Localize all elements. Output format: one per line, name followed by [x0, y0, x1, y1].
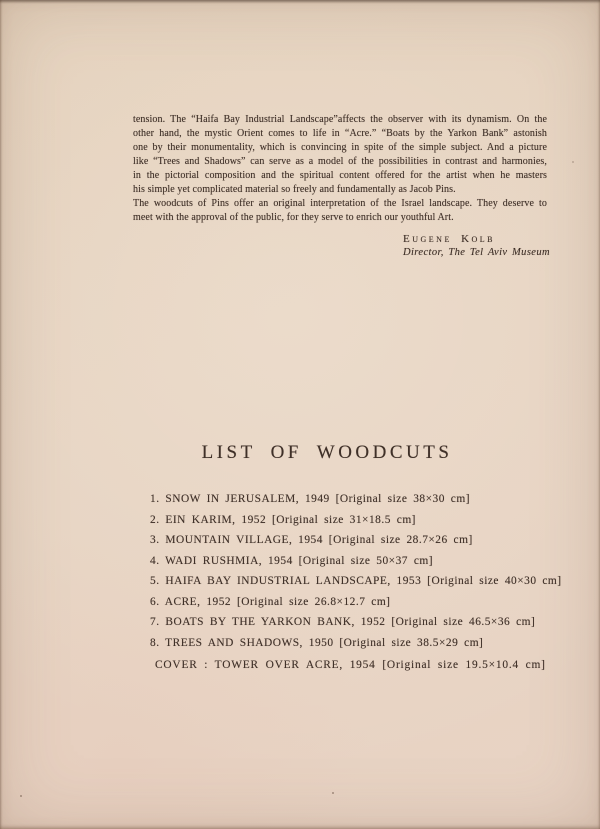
intro-line: like “Trees and Shadows” can serve as a model of the possibilities in contrast and harmonies,	[133, 156, 547, 167]
woodcut-list-item: 7. BOATS BY THE YARKON BANK, 1952 [Original size 46.5×36 cm]	[150, 616, 536, 628]
cover-entry: COVER : TOWER OVER ACRE, 1954 [Original size 19.5×10.4 cm]	[155, 659, 546, 671]
intro-text-block	[133, 113, 547, 225]
woodcut-list-item: 4. WADI RUSHMIA, 1954 [Original size 50×37 cm]	[150, 554, 434, 567]
woodcut-list-item: 6. ACRE, 1952 [Original size 26.8×12.7 cm]	[150, 595, 391, 608]
woodcut-list-item: 1. SNOW IN JERUSALEM, 1949 [Original size 38×30 cm]	[150, 493, 470, 505]
paper-speck	[20, 795, 22, 797]
signature-name: Eugene Kolb	[403, 233, 496, 245]
paper-speck	[572, 161, 574, 163]
paper-speck	[332, 792, 334, 794]
intro-line: one by their monumentality, which is convincing in spite of the simple subject. And a picture	[133, 142, 547, 153]
signature-title: Director, The Tel Aviv Museum	[403, 247, 550, 258]
intro-line: in the pictorial composition and the spiritual content offered for the artist when he masters	[133, 170, 547, 181]
woodcut-list-item: 2. EIN KARIM, 1952 [Original size 31×18.5 cm]	[150, 513, 416, 526]
woodcut-list-item: 5. HAIFA BAY INDUSTRIAL LANDSCAPE, 1953 [Original size 40×30 cm]	[150, 575, 562, 587]
intro-line: The woodcuts of Pins offer an original interpretation of the Israel landscape. They deserve to	[133, 198, 547, 209]
woodcut-list-item: 8. TREES AND SHADOWS, 1950 [Original size 38.5×29 cm]	[150, 636, 484, 649]
intro-line: his simple yet complicated material so freely and fundamentally as Jacob Pins.	[133, 184, 456, 195]
intro-line: tension. The “Haifa Bay Industrial Landscape”affects the observer with its dynamism. On the	[133, 114, 547, 125]
intro-line: other hand, the mystic Orient comes to life in “Acre.” “Boats by the Yarkon Bank” astonish	[133, 128, 547, 139]
woodcut-list-item: 3. MOUNTAIN VILLAGE, 1954 [Original size 28.7×26 cm]	[150, 534, 473, 546]
woodcut-list	[150, 494, 562, 658]
signature-block	[403, 233, 550, 260]
list-of-woodcuts-heading: LIST OF WOODCUTS	[201, 442, 453, 463]
intro-line: meet with the approval of the public, for they serve to enrich our youthful Art.	[133, 212, 454, 223]
